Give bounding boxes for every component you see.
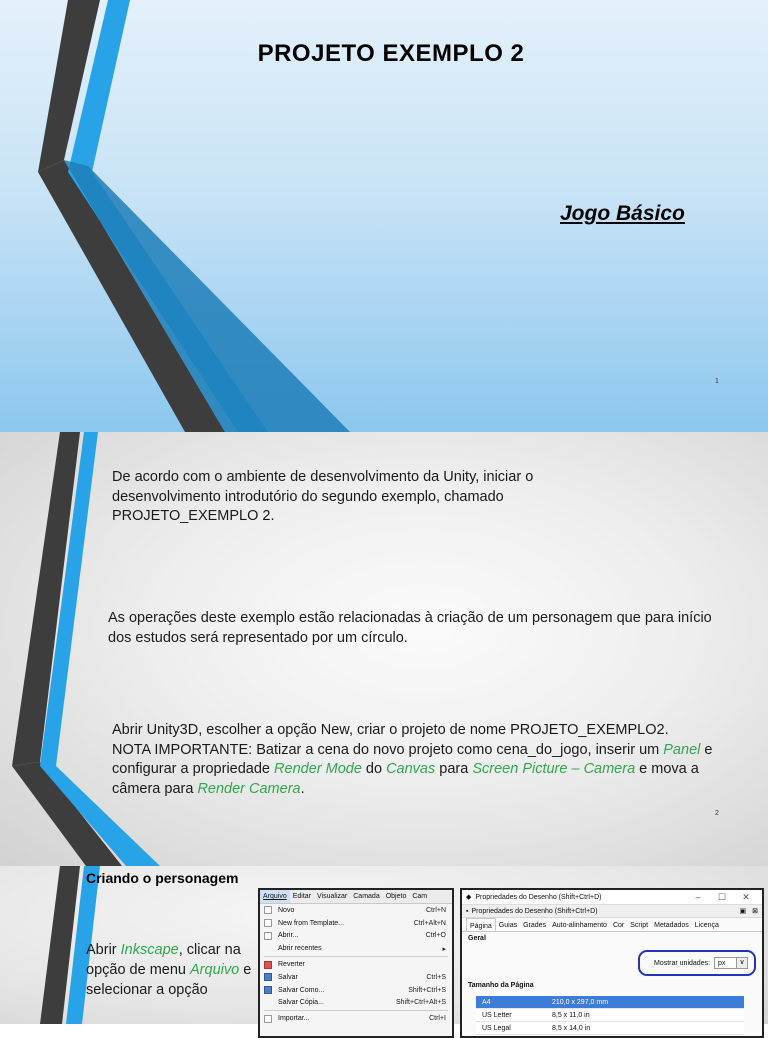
menu-objeto[interactable]: Objeto	[385, 893, 407, 900]
menu-item-new-from-template[interactable]	[260, 917, 452, 930]
dialog-title: Propriedades do Desenho (Shift+Ctrl+D)	[475, 893, 602, 901]
menu-item-shortcut: Shift+Ctrl+Alt+S	[396, 999, 446, 1007]
instr-text: Abrir	[86, 942, 121, 958]
open-icon	[264, 932, 272, 940]
instructions-note: NOTA IMPORTANTE: Batizar a cena do novo projeto como cena_do_jogo, inserir um	[112, 741, 660, 758]
menu-item-shortcut: Ctrl+Alt+N	[413, 919, 446, 927]
menu-item-shortcut: Ctrl+I	[429, 1015, 446, 1023]
term-render-mode: Render Mode	[274, 761, 362, 777]
dialog-panel-header	[462, 905, 762, 918]
menu-item-shortcut: Ctrl+N	[425, 906, 446, 914]
menu-item-shortcut: Shift+Ctrl+S	[408, 986, 446, 994]
menu-item-label: Salvar Cópia...	[278, 999, 324, 1007]
tab-guias[interactable]: Guias	[498, 922, 518, 929]
menu-item-salvar[interactable]	[260, 971, 452, 984]
close-icon[interactable]: ✕	[742, 891, 750, 902]
intro-paragraph: De acordo com o ambiente de desenvolvimento da Unity, iniciar o desenvolvimento introdutório do segundo exemplo, chamado PROJETO_EXEMPLO 2.	[112, 469, 534, 524]
page-size-heading: Tamanho da Página	[468, 982, 534, 989]
units-label: Mostrar unidades:	[654, 959, 711, 967]
menu-item-reverter[interactable]	[260, 958, 452, 971]
minimize-icon[interactable]: –	[695, 892, 701, 902]
size-dims: 8,5 x 11,0 in	[552, 1011, 590, 1019]
menu-item-label: Salvar	[278, 973, 298, 981]
menu-item-label: Salvar Como...	[278, 986, 325, 994]
tab-cor[interactable]: Cor	[612, 922, 625, 929]
size-name: US Legal	[482, 1024, 511, 1032]
document-properties-screenshot	[460, 888, 764, 1038]
menu-separator	[264, 956, 448, 957]
instructions-text: para	[435, 761, 473, 777]
panel-menu-icon[interactable]: ▣	[739, 908, 747, 915]
menu-item-shortcut: Ctrl+S	[426, 973, 446, 981]
term-arquivo: Arquivo	[190, 962, 240, 978]
term-panel: Panel	[663, 741, 701, 758]
menu-item-label: Reverter	[278, 961, 305, 969]
size-dims: 8,5 x 14,0 in	[552, 1024, 591, 1032]
inkscape-instructions	[86, 940, 256, 1000]
menu-item-importar[interactable]	[260, 1012, 452, 1025]
instructions-paragraph	[112, 721, 742, 799]
menu-item-label: Novo	[278, 906, 295, 914]
page-number: 2	[715, 810, 719, 817]
instr-text: e selecionar a opção	[86, 962, 252, 998]
section-geral: Geral	[468, 935, 486, 942]
menu-arquivo[interactable]: Arquivo	[260, 890, 290, 903]
save-icon	[264, 973, 272, 981]
tab-script[interactable]: Script	[630, 922, 649, 929]
menu-visualizar[interactable]: Visualizar	[317, 893, 348, 900]
menu-item-label: Importar...	[278, 1015, 310, 1023]
instructions-text: .	[300, 780, 305, 797]
menu-caminho[interactable]: Cam	[412, 893, 428, 900]
tab-grades[interactable]: Grades	[523, 922, 547, 929]
instructions-text: do	[361, 761, 387, 777]
menu-camada[interactable]: Camada	[353, 893, 380, 900]
menu-editar[interactable]: Editar	[292, 893, 312, 900]
list-item[interactable]	[476, 996, 744, 1009]
instructions-text: e mova a câmera para	[112, 761, 699, 797]
slide-1	[0, 0, 768, 432]
units-select[interactable]: px ∨	[714, 957, 748, 969]
size-dims: 210,0 x 297,0 mm	[552, 998, 609, 1006]
units-highlight	[638, 950, 756, 976]
page-number: 1	[715, 378, 719, 385]
operations-paragraph: As operações deste exemplo estão relacionadas à criação de um personagem que para início dos estudos será representado por um círculo.	[108, 610, 712, 646]
maximize-icon[interactable]: ☐	[717, 891, 727, 902]
dialog-title-bar	[462, 890, 762, 905]
dialog-tabs	[462, 918, 762, 932]
tab-auto-alinhamento[interactable]: Auto-alinhamento	[552, 922, 607, 929]
section-heading: Criando o personagem	[86, 870, 239, 886]
new-doc-icon	[264, 906, 272, 914]
term-inkscape: Inkscape	[120, 942, 179, 958]
menu-bar	[260, 890, 452, 904]
menu-item-abrir[interactable]	[260, 930, 452, 943]
menu-item-abrir-recentes[interactable]	[260, 942, 452, 955]
revert-icon	[264, 961, 272, 969]
menu-item-salvar-como[interactable]	[260, 984, 452, 997]
size-name: A4	[482, 998, 491, 1006]
list-item[interactable]	[476, 1009, 744, 1022]
menu-item-label: Abrir...	[278, 932, 299, 940]
menu-item-shortcut: Ctrl+O	[425, 932, 446, 940]
menu-item-label: Abrir recentes	[278, 945, 322, 953]
menu-item-salvar-copia[interactable]	[260, 997, 452, 1010]
import-icon	[264, 1015, 272, 1023]
submenu-arrow-icon: ▸	[442, 945, 446, 953]
page-title: PROJETO EXEMPLO 2	[257, 40, 525, 67]
template-icon	[264, 919, 272, 927]
page-subtitle: Jogo Básico	[560, 202, 685, 225]
term-render-camera: Render Camera	[197, 780, 301, 797]
inkscape-menu-screenshot	[258, 888, 454, 1038]
tab-pagina[interactable]: Página	[466, 918, 496, 931]
menu-item-novo[interactable]	[260, 904, 452, 917]
tab-metadados[interactable]: Metadados	[654, 922, 689, 929]
instr-text: , clicar na opção de menu	[86, 942, 241, 978]
instructions-text: e configurar a propriedade	[112, 741, 713, 777]
save-as-icon	[264, 986, 272, 994]
size-name: US Letter	[482, 1011, 512, 1019]
instructions-line-1: Abrir Unity3D, escolher a opção New, criar o projeto de nome PROJETO_EXEMPLO2.	[112, 722, 669, 738]
panel-close-icon[interactable]: ⊠	[752, 908, 758, 915]
list-item[interactable]	[476, 1022, 744, 1035]
slide-3	[0, 866, 768, 1032]
tab-licenca[interactable]: Licença	[694, 922, 719, 929]
term-canvas: Canvas	[386, 761, 436, 777]
inkscape-logo-icon: ◆	[466, 894, 472, 901]
menu-separator	[264, 1010, 448, 1011]
page-size-list	[476, 996, 744, 1035]
term-screen-picture-camera: Screen Picture – Camera	[472, 761, 636, 777]
panel-title: Propriedades do Desenho (Shift+Ctrl+D)	[471, 907, 598, 915]
slide-2	[0, 432, 768, 866]
menu-item-label: New from Template...	[278, 919, 345, 927]
properties-icon: ▪	[466, 907, 469, 915]
